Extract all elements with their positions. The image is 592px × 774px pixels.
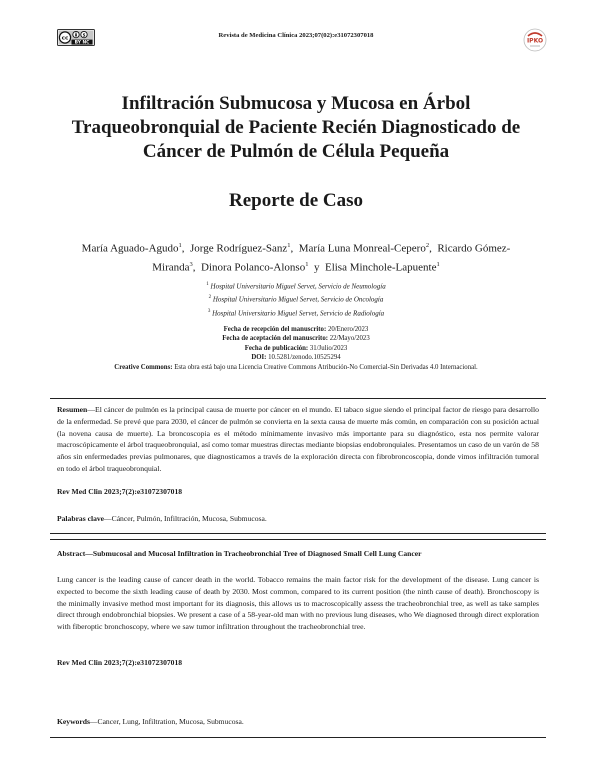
date-row — [0, 325, 592, 334]
keywords-label: Palabras clave — [57, 514, 105, 523]
title-line: Traqueobronquial de Paciente Recién Diagnosticado de — [71, 117, 521, 138]
date-label: Fecha de recepción del manuscrito: — [223, 326, 327, 333]
affiliation — [0, 306, 592, 319]
author-affiliation-mark: 2 — [425, 242, 430, 249]
doi-label: DOI: — [251, 354, 267, 362]
palabras-clave — [57, 514, 267, 523]
abstract-frame — [50, 539, 546, 738]
article-type: Reporte de Caso — [228, 190, 364, 211]
license-label: Creative Commons: — [114, 363, 173, 371]
journal-reference: Revista de Medicina Clínica 2023;07(02):e31072307018 — [218, 32, 374, 39]
author-affiliation-mark: 1 — [287, 242, 291, 249]
keywords-text: —Cancer, Lung, Infiltration, Mucosa, Submucosa. — [89, 717, 244, 726]
resumen-label: Resumen — [57, 405, 88, 414]
title-line: Cáncer de Pulmón de Célula Pequeña — [142, 141, 450, 162]
resumen-text: —El cáncer de pulmón es la principal causa de muerte por cáncer en el mundo. El tabaco sigue siendo el principal factor de riesgo para desarrollo de la enfermedad. Se prevé que para 2030, el cáncer de pulmón se convierta en la sexta causa de muerte más común, en comparación con su posición actual (la novena causa de muerte). La broncoscopia es el método mínimamente invasivo más importante para su diagnóstico, esta nos permite valorar macroscópicamente el árbol traqueobronquial, así como tomar muestras directas mediante biopsias endobronquiales. Presentamos un caso de un varón de 58 años sin enfermedades previas pulmonares, que diagnosticamos a través de la exploración directa con fibrobroncoscopia, donde vimos infiltración tumoral en todo el árbol traqueobronquial. — [57, 405, 539, 473]
author-connector: y — [313, 261, 320, 274]
publisher-logo — [523, 27, 547, 53]
license-badge-text: BY NC — [74, 40, 90, 46]
svg-text:cc: cc — [61, 35, 69, 42]
abstract-title: Abstract—Submucosal and Mucosal Infiltration in Tracheobronchial Tree of Diagnosed Small Cell Lung Cancer — [57, 549, 422, 558]
affiliation-number: 3 — [207, 308, 211, 314]
date-label: Fecha de publicación: — [244, 344, 309, 352]
affiliation-number: 2 — [208, 295, 212, 301]
license-value: Esta obra está bajo una Licencia Creative Commons Atribución-No Comercial-Sin Derivadas 4.0 Internacional. — [174, 363, 478, 371]
svg-text:$: $ — [82, 32, 86, 38]
title-line: Infiltración Submucosa y Mucosa en Árbol — [121, 93, 471, 114]
date-row — [0, 334, 592, 343]
author-affiliation-mark: 1 — [305, 260, 309, 268]
author-name: Dinora Polanco-Alonso — [201, 261, 306, 274]
author-list: María Aguado-Agudo$^1$, Jorge Rodríguez-Sanz$^1$, María Luna Monreal-Cepero$^2$, Ricardo Gómez-Miranda$^3$, Dinora Polanco-Alonso$^1$ y Elisa Minchole-Lapuente$^1$ — [81, 242, 511, 274]
article-title — [40, 92, 552, 164]
resumen-citation: Rev Med Clin 2023;7(2):e31072307018 — [57, 487, 183, 496]
date-value: 22/Mayo/2023 — [329, 335, 370, 343]
author-affiliation-mark: 1 — [178, 242, 182, 249]
date-row — [0, 344, 592, 353]
date-value: 20/Enero/2023 — [327, 326, 369, 333]
author-name: Elisa Minchole-Lapuente — [324, 261, 437, 274]
doi-value[interactable]: 10.5281/zenodo.10525294 — [268, 354, 341, 362]
author-affiliation-mark: 3 — [189, 260, 193, 268]
resumen-paragraph — [57, 404, 539, 475]
author-name: María Aguado-Agudo — [81, 242, 179, 255]
affiliation — [0, 292, 592, 305]
affiliation-list — [0, 279, 592, 319]
abstract-paragraph: Lung cancer is the leading cause of cancer death in the world. Tobacco remains the main factor risk for the development of the disease. Lung cancer is expected to become the sixth leading cause of death by 2030. Most common, compared to its current position (the ninth cause of death). Bronchoscopy is the minimally invasive method most important for its diagnosis, this allows us to macroscopically assess the tracheobronchial tree, as well as take samples direct through endobronchial biopsies. We present a case of a 58-year-old man with no previous lung diseases, who We diagnosed through direct exploration with fiberoptic bronchoscopy, where we saw tumor infiltration throughout the tracheobronchial tree. — [57, 575, 539, 632]
affiliation-number: 1 — [206, 282, 209, 287]
publisher-logo-text: IPKO — [526, 37, 544, 45]
affiliation-text: Hospital Universitario Miguel Servet, Servicio de Oncología — [212, 295, 384, 304]
author-name: María Luna Monreal-Cepero — [298, 242, 426, 255]
keywords-text: —Cáncer, Pulmón, Infiltración, Mucosa, Submucosa. — [104, 514, 267, 523]
license-row — [0, 363, 592, 372]
affiliation-text: Hospital Universitario Miguel Servet, Servicio de Neumología — [210, 282, 386, 291]
author-name: Ricardo Gómez-Miranda — [152, 242, 511, 274]
doi-row — [0, 353, 592, 362]
date-label: Fecha de aceptación del manuscrito: — [222, 335, 328, 343]
abstract-citation: Rev Med Clin 2023;7(2):e31072307018 — [57, 658, 183, 667]
affiliation-text: Hospital Universitario Miguel Servet, Servicio de Radiología — [212, 308, 385, 317]
affiliation — [0, 279, 592, 292]
author-name: Jorge Rodríguez-Sanz — [190, 242, 288, 255]
manuscript-dates — [0, 325, 592, 372]
keywords — [57, 717, 244, 726]
author-affiliation-mark: 1 — [436, 260, 440, 268]
keywords-label: Keywords — [57, 717, 90, 726]
ipko-logo-icon — [523, 27, 547, 53]
date-value: 31/Julio/2023 — [309, 344, 348, 352]
